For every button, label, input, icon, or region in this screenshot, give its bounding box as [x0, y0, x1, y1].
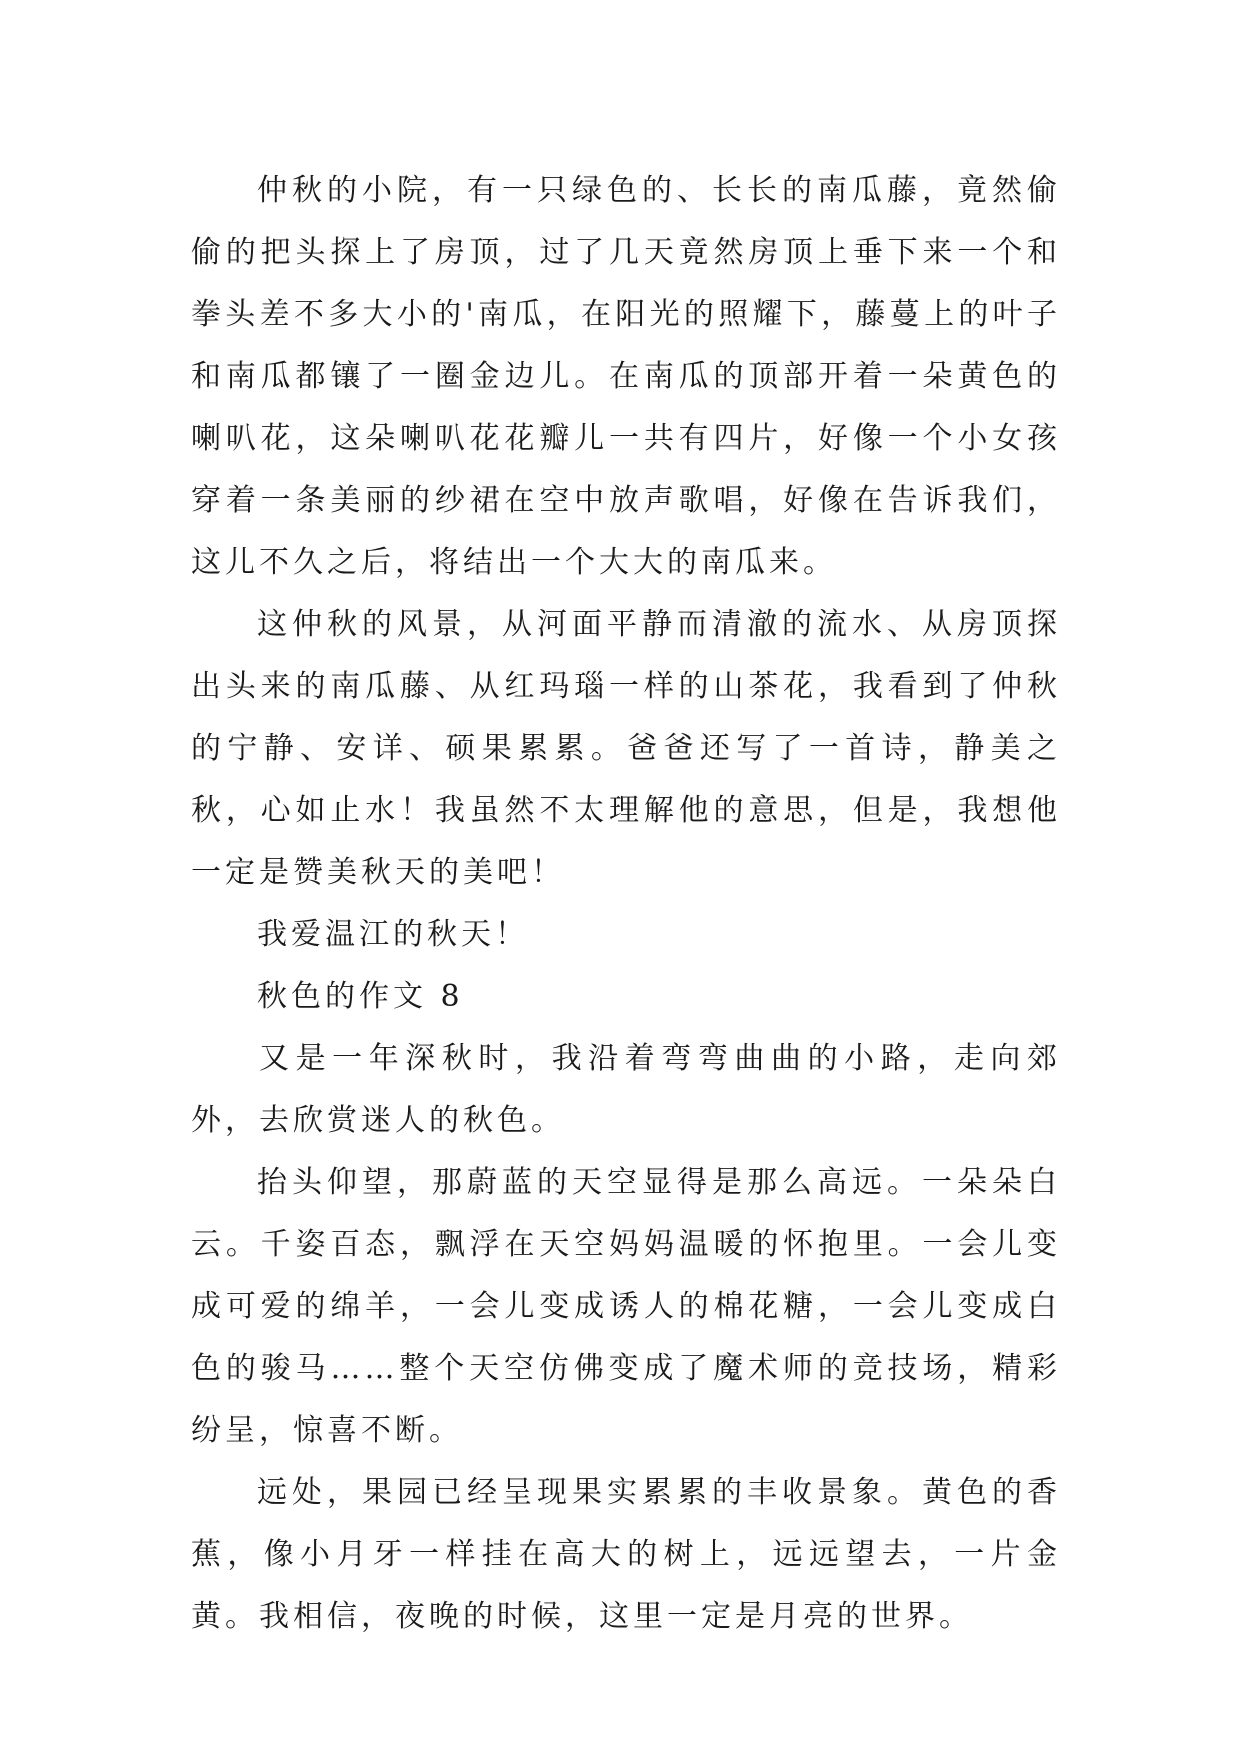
paragraph: 远处，果园已经呈现果实累累的丰收景象。黄色的香蕉，像小月牙一样挂在高大的树上，远远望去，一片金黄。我相信，夜晚的时候，这里一定是月亮的世界。 — [191, 1475, 1061, 1634]
paragraph: 仲秋的小院，有一只绿色的、长长的南瓜藤，竟然偷偷的把头探上了房顶，过了几天竟然房顶上垂下来一个和拳头差不多大小的'南瓜，在阳光的照耀下，藤蔓上的叶子和南瓜都镶了一圈金边儿。在南瓜的顶部开着一朵黄色的喇叭花，这朵喇叭花花瓣儿一共有四片，好像一个小女孩穿着一条美丽的纱裙在空中放声歌唱，好像在告诉我们，这儿不久之后，将结出一个大大的南瓜来。 — [191, 173, 1061, 580]
section-title: 秋色的作文 8 — [257, 979, 464, 1014]
paragraph: 又是一年深秋时，我沿着弯弯曲曲的小路，走向郊外，去欣赏迷人的秋色。 — [191, 1041, 1061, 1138]
document-body — [191, 160, 1061, 1648]
paragraph: 抬头仰望，那蔚蓝的天空显得是那么高远。一朵朵白云。千姿百态，飘浮在天空妈妈温暖的怀抱里。一会儿变成可爱的绵羊，一会儿变成诱人的棉花糖，一会儿变成白色的骏马……整个天空仿佛变成了魔术师的竞技场，精彩纷呈，惊喜不断。 — [191, 1165, 1061, 1448]
paragraph: 我爱温江的秋天！ — [257, 917, 529, 952]
paragraph: 这仲秋的风景，从河面平静而清澈的流水、从房顶探出头来的南瓜藤、从红玛瑙一样的山茶花，我看到了仲秋的宁静、安详、硕果累累。爸爸还写了一首诗，静美之秋，心如止水！我虽然不太理解他的意思，但是，我想他一定是赞美秋天的美吧！ — [191, 607, 1061, 890]
